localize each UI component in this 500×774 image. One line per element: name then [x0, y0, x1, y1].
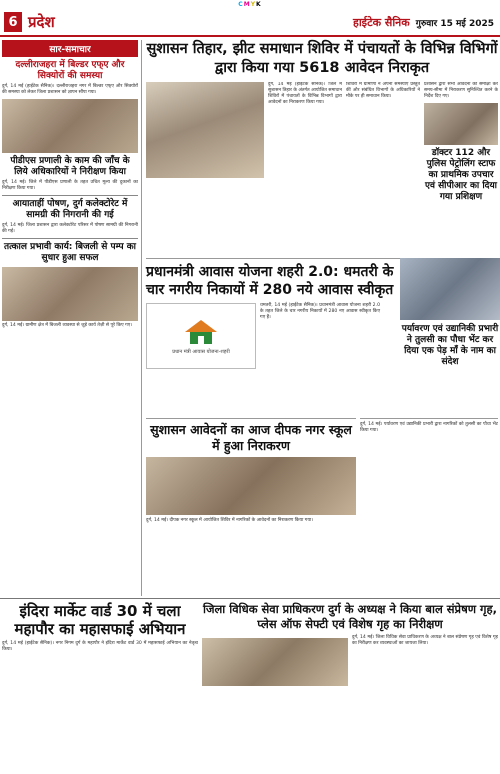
paper-name: हाईटेक सैनिक — [352, 15, 410, 29]
story3-photo — [146, 457, 356, 515]
house-icon — [181, 317, 221, 347]
right-photo — [400, 258, 500, 320]
masthead — [0, 10, 500, 34]
bottom-left-text: दुर्ग, 14 मई (हाईटेक सैनिक)। नगर निगम दुर्ग के महापौर ने इंदिरा मार्केट वार्ड 30 में महासफाई अभियान का नेतृत्व किया। — [2, 641, 198, 652]
bottom-left-story — [2, 602, 198, 653]
divider — [2, 238, 138, 239]
story3-text: दुर्ग, 14 मई। दीपक नगर स्कूल में आयोजित शिविर में नागरिकों के आवेदनों का निराकरण किया गया। — [146, 518, 313, 523]
pmay-logo — [146, 303, 256, 369]
left-headline-2: पीडीएस प्रणाली के काम की जाँच के लिये अधिकारियों ने निरीक्षण किया — [10, 156, 130, 177]
page-number: 6 — [4, 12, 22, 32]
top-col-2: शिविरों में ग्रामीणों ने अपनी समस्याएँ प्रस्तुत कीं और संबंधित विभागों के अधिकारियों ने मौके पर ही समाधान किया। — [346, 82, 420, 99]
top-col-3 — [424, 82, 498, 252]
logo-caption: प्रधान मंत्री आवास योजना-शहरी — [172, 349, 230, 355]
left-photo-2 — [2, 267, 138, 321]
top-col-3-text: प्रशासन द्वारा सभी आवेदनों की समीक्षा कर समय-सीमा में निराकरण सुनिश्चित करने के निर्देश दिए गए। — [424, 82, 498, 99]
date-line: गुरुवार 15 मई 2025 — [415, 18, 494, 29]
bottom-right-story — [202, 602, 498, 686]
side-photo — [424, 103, 498, 145]
story-3 — [146, 418, 356, 524]
bottom-right-headline: जिला विधिक सेवा प्राधिकरण दुर्ग के अध्यक्ष ने किया बाल संप्रेषण गृह, प्लेस ऑफ सेफ्टी एवं विशेष गृह का निरीक्षण — [202, 602, 497, 631]
bottom-right-photo — [202, 638, 348, 686]
left-body-2: दुर्ग, 14 मई। जिले में पीडीएस प्रणाली के तहत उचित मूल्य की दुकानों का निरीक्षण किया गया। — [2, 180, 138, 191]
right-headline: पर्यावरण एवं उद्यानिकी प्रभारी ने तुलसी का पौधा भेंट कर दिया एक पेड़ माँ के नाम का संदेश — [401, 324, 499, 367]
story2-text: धमतरी, 14 मई (हाईटेक सैनिक)। प्रधानमंत्री आवास योजना शहरी 2.0 के तहत जिले के चार नगरीय निकायों में 280 नए आवास स्वीकृत किए गए हैं। — [260, 303, 380, 320]
left-photo-1 — [2, 99, 138, 153]
side-headline: डॉक्टर 112 और पुलिस पेट्रोलिंग स्टाफ का प्राथमिक उपचार एवं सीपीआर का दिया गया प्रशिक्षण — [424, 148, 498, 202]
top-photo — [146, 82, 264, 178]
cmyk-marker: CMYK — [238, 1, 262, 8]
section-title: प्रदेश — [28, 13, 55, 31]
story2-headline: प्रधानमंत्री आवास योजना शहरी 2.0: धमतरी के चार नगरीय निकायों में 280 नये आवास स्वीकृत — [146, 264, 394, 298]
top-story — [146, 40, 498, 252]
top-story-body — [146, 82, 498, 252]
divider — [0, 598, 500, 599]
bottom-right-body — [202, 635, 498, 686]
bottom-right-text: दुर्ग, 14 मई। जिला विधिक सेवा प्राधिकरण के अध्यक्ष ने बाल संप्रेषण गृह एवं विशेष गृह का निरीक्षण कर व्यवस्थाओं का जायजा लिया। — [352, 635, 498, 646]
left-body-3: दुर्ग, 14 मई। जिला प्रशासन द्वारा कलेक्टोरेट परिसर में पोषण सामग्री की निगरानी की गई। — [2, 223, 138, 234]
story4-text: दुर्ग, 14 मई। पर्यावरण एवं उद्यानिकी प्रभारी द्वारा नागरिकों को तुलसी का पौधा भेंट किया गया। — [360, 422, 498, 433]
left-headline-1: दल्लीराजहरा में बिल्डर एफ्ए और सिक्योरों की समस्या — [15, 60, 125, 81]
top-col-1: दुर्ग, 14 मई (हाईटेक सैनिक)। जिले में सुशासन तिहार के अंतर्गत आयोजित समाधान शिविरों में पंचायतों के विभिन्न विभागों द्वारा आवेदनों का निराकरण किया गया। — [268, 82, 342, 105]
masthead-rule — [0, 35, 500, 37]
divider — [2, 195, 138, 196]
left-body-4: दुर्ग, 14 मई। ग्रामीण क्षेत्र में बिजली व्यवस्था से जुड़े कार्य तेज़ी से पूरे किए गए। — [2, 323, 133, 328]
story-4 — [360, 418, 498, 434]
top-headline: सुशासन तिहार, झीट समाधान शिविर में पंचायतों के विभिन्न विभिगों द्वारा किया गया 5618 आवेदन निराकृत — [146, 41, 498, 76]
bottom-left-headline: इंदिरा मार्केट वार्ड 30 में चला महापौर का महासफाई अभियान — [14, 602, 186, 638]
masthead-right — [353, 15, 500, 30]
left-body-1: दुर्ग, 14 मई (हाईटेक सैनिक)। दल्लीराजहरा नगर में बिल्डर एफ्ए और सिक्योरों की समस्या को लेकर जिला प्रशासन को ज्ञापन सौंपा गया। — [2, 84, 138, 95]
story3-headline: सुशासन आवेदनों का आज दीपक नगर स्कूल में हुआ निराकरण — [150, 422, 352, 453]
left-column — [2, 40, 142, 596]
brief-title: सार-समाचार — [2, 40, 138, 57]
left-headline-3: आयाताहीं पोषण, दुर्ग कलेक्टोरेट में सामग्री की निगरानी की गई — [12, 199, 128, 220]
left-headline-4: तत्काल प्रभावी कार्य: बिजली से पम्प का सुधार हुआ सफल — [4, 242, 136, 263]
